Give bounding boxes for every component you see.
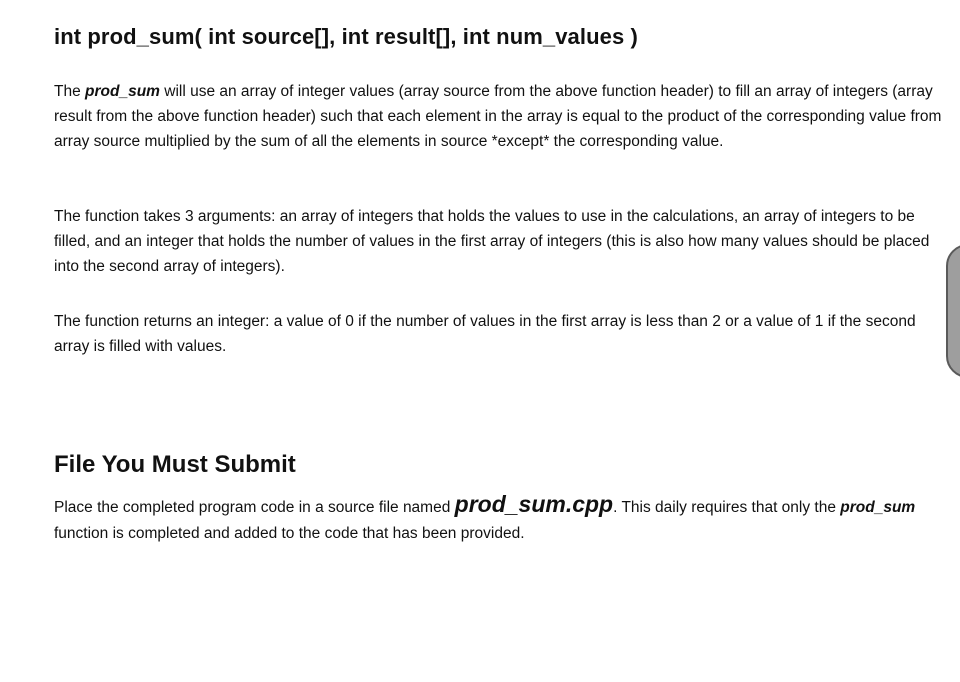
submit-section-title: File You Must Submit <box>54 451 296 478</box>
submit-paragraph <box>54 491 946 547</box>
submit-mid-text: . This daily requires that only the <box>613 499 841 516</box>
p1-function-name: prod_sum <box>85 83 160 100</box>
description-paragraph-2: The function takes 3 arguments: an array of integers that holds the values to use in the calculations, an array of integers to be filled, and an integer that holds the number of values in the first array of integers (this is also how many values should be placed into the second array of integers). <box>54 208 930 275</box>
submit-lead-text: Place the completed program code in a source file named <box>54 499 455 516</box>
submit-tail-text: function is completed and added to the code that has been provided. <box>54 525 525 542</box>
side-scroll-tab[interactable] <box>946 244 960 378</box>
description-paragraph-1 <box>54 79 946 154</box>
submit-function-name: prod_sum <box>840 499 916 516</box>
p1-lead-text: The <box>54 83 86 100</box>
p1-rest-text: will use an array of integer values (array source from the above function header) to fill an array of integers (array result from the above function header) such that each element in the array is equal to the product of the corresponding value from array source multiplied by the sum of all the elements in source *except* the corresponding value. <box>54 83 942 150</box>
submit-filename: prod_sum.cpp <box>454 491 614 517</box>
description-paragraph-3: The function returns an integer: a value of 0 if the number of values in the first array is less than 2 or a value of 1 if the second array is filled with values. <box>54 313 916 355</box>
function-signature-heading: int prod_sum( int source[], int result[], int num_values ) <box>54 24 638 49</box>
